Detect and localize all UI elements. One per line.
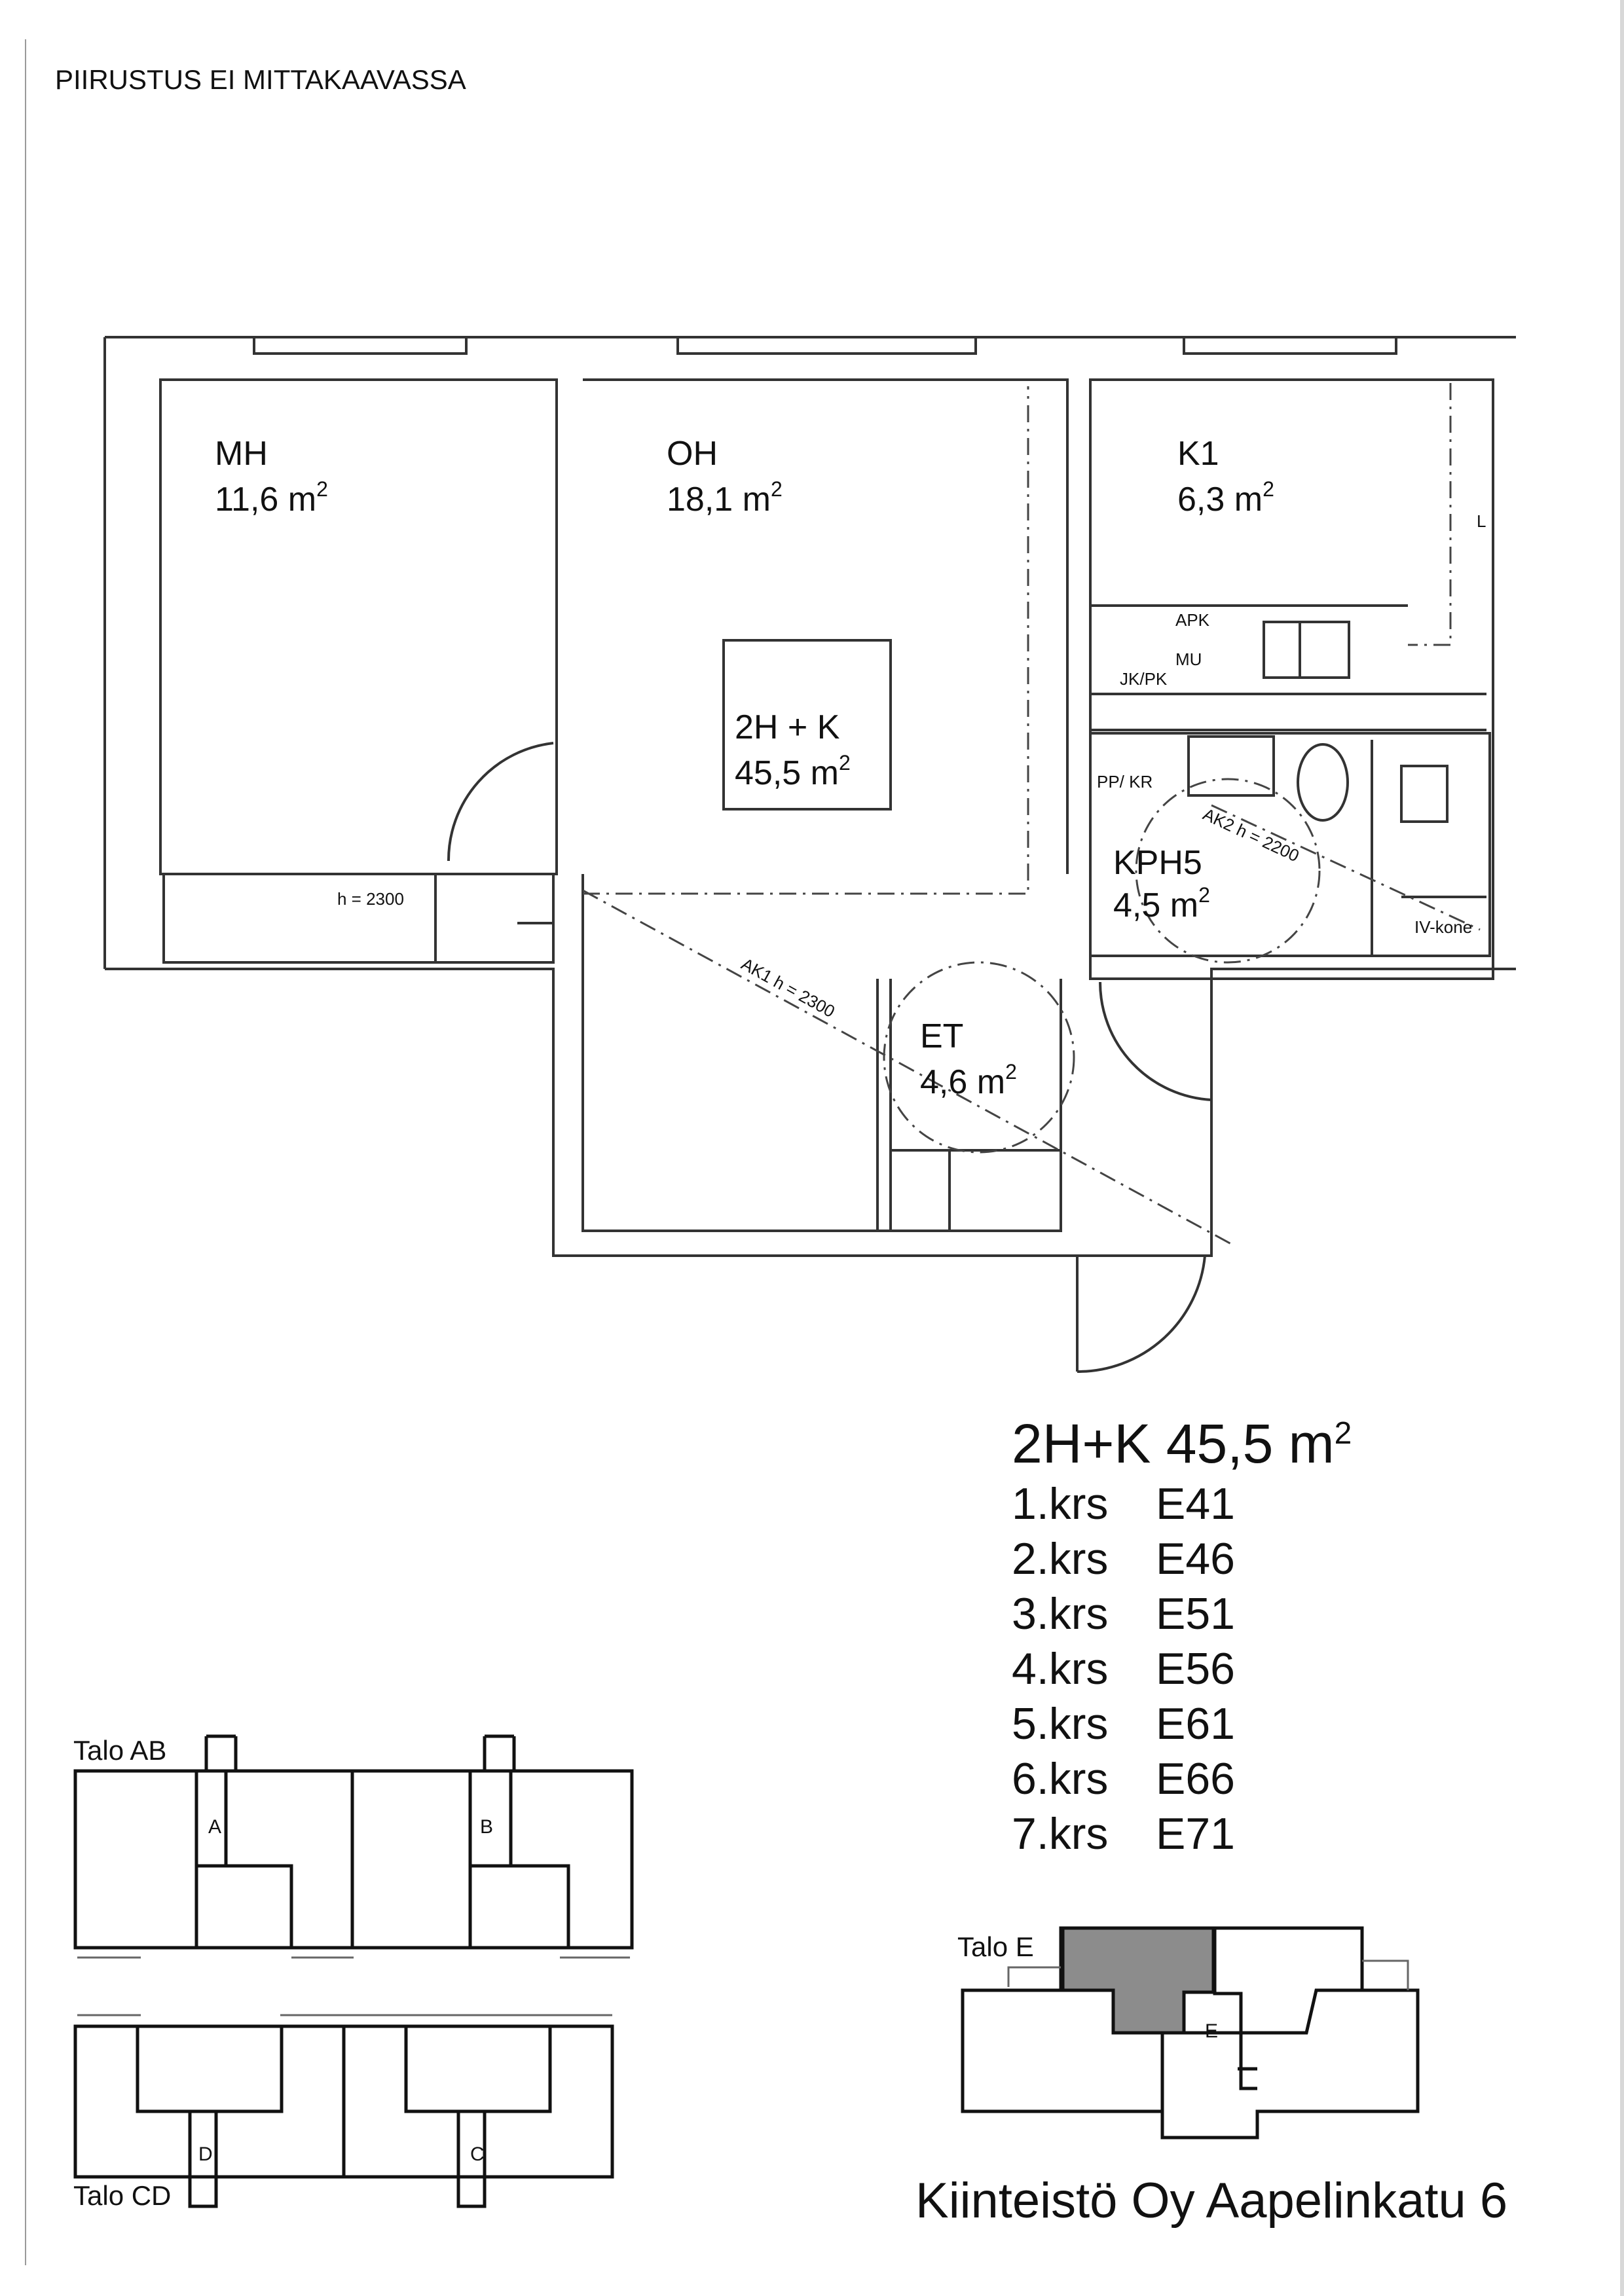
wardrobe-height: h = 2300 xyxy=(337,889,404,909)
floor-row xyxy=(1012,1806,1352,1861)
label-ak1: AK1 h = 2300 xyxy=(738,954,839,1021)
floor-list xyxy=(1012,1476,1352,1861)
talo-cd-label: Talo CD xyxy=(73,2180,172,2211)
washer xyxy=(1401,766,1447,822)
apartment-number: E71 xyxy=(1156,1809,1235,1859)
key-plan-cd xyxy=(75,2026,612,2206)
label-jkpk: JK/PK xyxy=(1120,669,1168,689)
stair-a: A xyxy=(208,1816,222,1838)
ceiling-line-ak1 xyxy=(583,890,1231,1244)
et-closet xyxy=(891,1150,1061,1231)
hall-wall xyxy=(583,874,1061,1231)
room-k1-area: 6,3 $m^2$ xyxy=(1177,477,1274,519)
room-oh-area: 18,1 $m^2$ xyxy=(667,477,783,519)
label-ivkone: IV-kone xyxy=(1414,917,1473,937)
key-plan-ab xyxy=(75,1736,632,1948)
floor-number: 3.krs xyxy=(1012,1589,1109,1639)
label-apk: APK xyxy=(1175,610,1210,630)
room-mh-area: 11,6 $m^2$ xyxy=(215,477,328,519)
floor-row xyxy=(1012,1531,1352,1586)
kitchen-counter xyxy=(1090,606,1486,730)
toilet xyxy=(1298,744,1348,820)
et-partition xyxy=(877,979,891,1231)
summary-title: 2H+K 45,5 $m^2$ xyxy=(1012,1413,1352,1474)
apartment-number: E61 xyxy=(1156,1699,1235,1749)
apartment-highlight xyxy=(1063,1928,1213,2033)
label-ppkr: PP/ KR xyxy=(1097,772,1153,792)
room-mh-code: MH xyxy=(215,435,268,473)
room-k1-code: K1 xyxy=(1177,435,1219,473)
center-type: 2H + K xyxy=(735,708,840,746)
floor-number: 7.krs xyxy=(1012,1809,1109,1859)
room-oh-code: OH xyxy=(667,435,718,473)
floor-row xyxy=(1012,1641,1352,1696)
apartment-number: E56 xyxy=(1156,1644,1235,1694)
washbasin xyxy=(1189,737,1274,795)
apartment-summary xyxy=(1012,1401,1352,1861)
door-mh xyxy=(449,743,553,861)
label-ak2: AK2 h = 2200 xyxy=(1200,804,1302,866)
label-l: L xyxy=(1477,511,1486,531)
floor-row xyxy=(1012,1586,1352,1641)
room-et-code: ET xyxy=(920,1017,964,1055)
floor-number: 2.krs xyxy=(1012,1534,1109,1584)
wardrobe xyxy=(164,874,553,962)
turning-circle-et xyxy=(884,962,1074,1152)
stair-c: C xyxy=(470,2143,485,2165)
talo-ab-label: Talo AB xyxy=(73,1735,167,1766)
label-mu: MU xyxy=(1175,649,1202,669)
window-mh xyxy=(254,337,466,354)
talo-e-label: Talo E xyxy=(957,1931,1034,1962)
door-entrance xyxy=(1077,1256,1205,1372)
window-oh xyxy=(678,337,976,354)
floor-number: 1.krs xyxy=(1012,1479,1109,1529)
room-kph5-area: 4,5 $m^2$ xyxy=(1113,883,1210,924)
company-name: Kiinteistö Oy Aapelinkatu 6 xyxy=(915,2173,1508,2229)
floor-row xyxy=(1012,1751,1352,1806)
stair-e: E xyxy=(1205,2020,1219,2042)
floor-number: 6.krs xyxy=(1012,1754,1109,1804)
kitchen-dashed xyxy=(1408,383,1450,645)
room-et-area: 4,6 $m^2$ xyxy=(920,1060,1017,1101)
floor-row xyxy=(1012,1696,1352,1751)
apartment-number: E51 xyxy=(1156,1589,1235,1639)
stair-d: D xyxy=(198,2143,213,2165)
door-bath xyxy=(1100,972,1211,1100)
stair-b: B xyxy=(480,1816,494,1838)
center-area: 45,5 $m^2$ xyxy=(735,751,851,792)
room-kph5-code: KPH5 xyxy=(1113,844,1202,882)
apartment-number: E46 xyxy=(1156,1534,1235,1584)
floor-number: 5.krs xyxy=(1012,1699,1109,1749)
floor-number: 4.krs xyxy=(1012,1644,1109,1694)
floor-row xyxy=(1012,1476,1352,1531)
scale-disclaimer: PIIRUSTUS EI MITTAKAAVASSA xyxy=(55,64,466,95)
window-k1 xyxy=(1184,337,1396,354)
apartment-number: E41 xyxy=(1156,1479,1235,1529)
kitchen-box xyxy=(1264,622,1349,678)
apartment-number: E66 xyxy=(1156,1754,1235,1804)
